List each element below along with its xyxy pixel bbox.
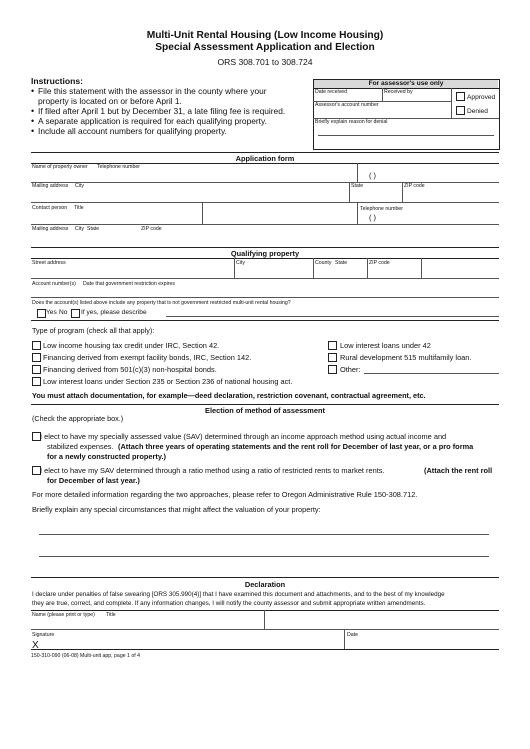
contact-phone-field[interactable]: ( ) xyxy=(369,213,376,222)
restriction-expires-label: Date that government restriction expires xyxy=(83,281,175,287)
q-zip-label: ZIP code xyxy=(369,260,390,266)
mailing-address2-label: Mailing address xyxy=(32,226,69,232)
mailing-address-label: Mailing address xyxy=(32,183,69,189)
county-label: County xyxy=(315,260,332,266)
denial-reason-label: Briefly explain reason for denial xyxy=(315,119,388,125)
assessor-account-label: Assessor's account number xyxy=(315,102,379,108)
program-checkbox[interactable] xyxy=(328,353,337,362)
city-label: City xyxy=(75,183,84,189)
form-title-line2: Special Assessment Application and Election xyxy=(155,42,375,53)
program-option-exempt-bonds: Financing derived from exempt facility bonds, IRC, Section 142. xyxy=(43,353,252,362)
instructions-heading: Instructions: xyxy=(31,76,84,86)
signature-x-mark: X xyxy=(32,640,39,651)
instruction-item: Include all account numbers for qualifying property. xyxy=(38,126,227,136)
yes-label: Yes xyxy=(46,309,57,316)
date-received-label: Date received xyxy=(315,89,348,95)
signature-label: Signature xyxy=(32,632,55,638)
non-restricted-question: Does the account(s) listed above include any property that is not government restricted multi-unit rental housing? xyxy=(32,300,291,306)
program-option-501c3: Financing derived from 501(c)(3) non-hospital bonds. xyxy=(43,365,217,374)
approved-label: Approved xyxy=(467,94,496,101)
owner-name-field[interactable] xyxy=(31,170,357,182)
denied-label: Denied xyxy=(467,108,488,115)
election-heading: Election of method of assessment xyxy=(205,406,325,415)
declaration-text-2: they are true, correct, and complete. If any information changes, I will notify the county assessor and submit appropriate written amendments. xyxy=(32,600,426,607)
contact-title-label: Title xyxy=(74,205,84,211)
instruction-item: property is located on or before April 1. xyxy=(38,96,182,106)
mailing-address2-field[interactable] xyxy=(31,232,499,243)
program-option-other: Other: xyxy=(340,365,361,374)
ratio-method-attach-note-2: for December of last year.) xyxy=(47,476,140,485)
if-yes-describe-line[interactable] xyxy=(166,316,499,317)
explain-line[interactable] xyxy=(39,534,489,535)
declaration-text: I declare under penalties of false swearing [ORS 305.990(4)] that I have examined this document and attachments, and to the best of my knowledge xyxy=(32,591,445,598)
print-name-field[interactable] xyxy=(31,618,264,629)
other-program-field[interactable] xyxy=(364,373,499,374)
instruction-item: If filed after April 1 but by December 31, a late filing fee is required. xyxy=(38,106,286,116)
ors-reference: ORS 308.701 to 308.724 xyxy=(217,57,313,67)
program-option-235-236: Low interest loans under Section 235 or Section 236 of national housing act. xyxy=(43,377,293,386)
if-yes-label: If yes, please describe xyxy=(81,309,147,316)
instruction-item: File this statement with the assessor in the county where your xyxy=(38,86,267,96)
zip-label: ZIP code xyxy=(404,183,425,189)
explain-line[interactable] xyxy=(39,556,489,557)
ratio-method-text: I elect to have my SAV determined through a ratio method using a ratio of restricted rents to market rents. xyxy=(40,466,385,475)
program-option-tax-credit: Low income housing tax credit under IRC, Section 42. xyxy=(43,341,220,350)
account-number-field[interactable] xyxy=(31,287,499,297)
mailing-address-field[interactable] xyxy=(31,189,349,201)
income-approach-text: I elect to have my specially assessed value (SAV) determined through an income approach method using actual income and xyxy=(40,432,447,441)
owner-name-label: Name of property owner xyxy=(32,164,88,170)
program-checkbox[interactable] xyxy=(32,353,41,362)
assessor-box-title: For assessor's use only xyxy=(368,80,444,87)
city2-label: City xyxy=(75,226,84,232)
q-city-label: City xyxy=(236,260,245,266)
owner-telephone-label: Telephone number xyxy=(97,164,140,170)
date-label: Date xyxy=(347,632,358,638)
program-type-heading: Type of program (check all that apply): xyxy=(32,326,155,335)
state-label: State xyxy=(351,183,364,189)
street-address-field[interactable] xyxy=(31,266,234,278)
no-label: No xyxy=(59,309,68,316)
approved-checkbox[interactable] xyxy=(456,92,465,101)
owner-phone-field[interactable]: ( ) xyxy=(369,171,376,180)
qualifying-property-heading: Qualifying property xyxy=(230,249,300,258)
yes-checkbox[interactable] xyxy=(37,309,46,318)
no-checkbox[interactable] xyxy=(71,309,80,318)
declaration-title-label: Title xyxy=(106,612,116,618)
program-checkbox[interactable] xyxy=(32,377,41,386)
application-form-heading: Application form xyxy=(235,154,295,163)
form-footer: 150-310-090 (06-08) Multi-unit app, page 1 of 4 xyxy=(31,653,141,659)
form-title-line1: Multi-Unit Rental Housing (Low Income Housing) xyxy=(146,30,384,41)
check-appropriate-box: (Check the appropriate box.) xyxy=(32,414,124,423)
explain-circumstances-label: Briefly explain any special circumstances that might affect the valuation of your property: xyxy=(32,505,321,514)
program-checkbox[interactable] xyxy=(328,341,337,350)
account-number-label: Account number(s) xyxy=(32,281,76,287)
instruction-item: A separate application is required for each qualifying property. xyxy=(38,116,267,126)
street-address-label: Street address xyxy=(32,260,66,266)
program-option-rural-515: Rural development 515 multifamily loan. xyxy=(340,353,472,362)
received-by-label: Received by xyxy=(384,89,413,95)
zip2-label: ZIP code xyxy=(141,226,162,232)
contact-person-label: Contact person xyxy=(32,205,68,211)
income-approach-attach-note-2: for a newly constructed property.) xyxy=(47,452,166,461)
state2-label: State xyxy=(87,226,100,232)
attach-documentation-note: You must attach documentation, for example—deed declaration, restriction covenant, contractual agreement, etc. xyxy=(32,391,426,400)
program-checkbox[interactable] xyxy=(32,365,41,374)
signature-field[interactable] xyxy=(44,638,342,649)
q-state-label: State xyxy=(335,260,348,266)
program-checkbox[interactable] xyxy=(32,341,41,350)
ratio-method-attach-note: (Attach the rent roll xyxy=(424,466,493,475)
declaration-heading: Declaration xyxy=(244,580,286,589)
program-checkbox[interactable] xyxy=(328,365,337,374)
income-approach-text-2a: stabilized expenses. xyxy=(47,442,114,451)
contact-telephone-label: Telephone number xyxy=(360,206,403,212)
more-info-text: For more detailed information regarding the two approaches, please refer to Oregon Administrative Rule 150-308.712. xyxy=(32,490,418,499)
program-option-low-interest-42: Low interest loans under 42 xyxy=(340,341,431,350)
income-approach-attach-note: (Attach three years of operating statements and the rent roll for December of last year, or a pro forma xyxy=(118,442,474,451)
denied-checkbox[interactable] xyxy=(456,106,465,115)
print-name-label: Name (please print or type) xyxy=(32,612,95,618)
